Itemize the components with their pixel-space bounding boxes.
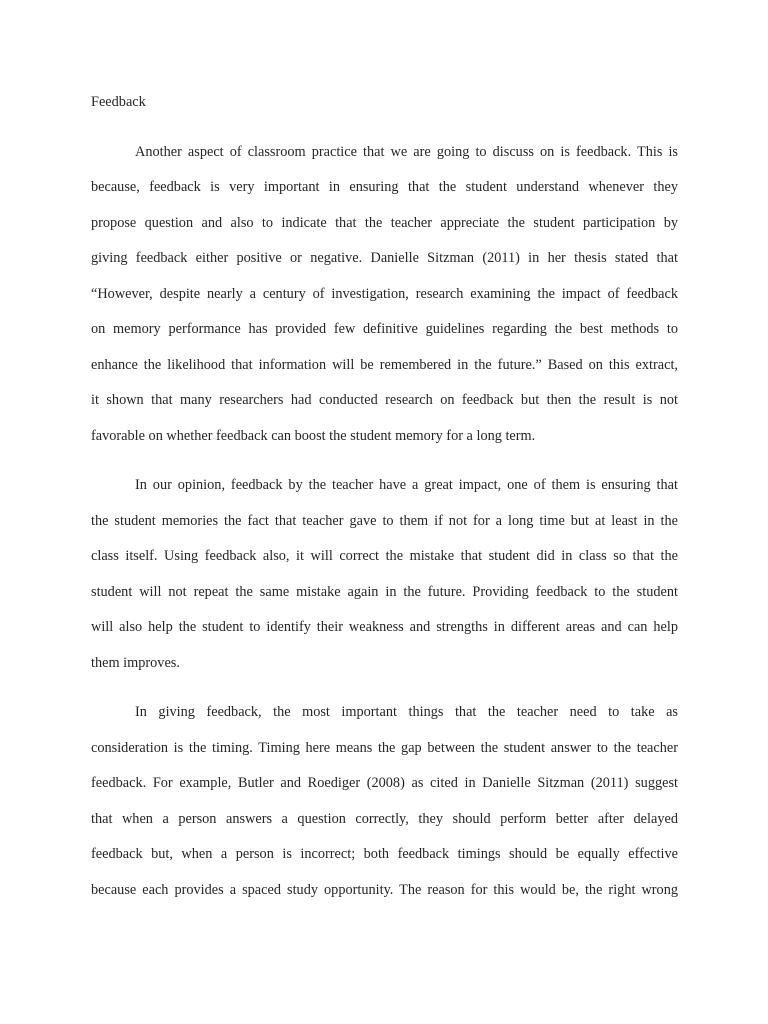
text-line: favorable on whether feedback can boost the student memory for a long term. xyxy=(91,428,536,444)
text-line: consideration is the timing. Timing here means the gap between the student answer to the teacher xyxy=(91,740,678,756)
text-line: on memory performance has provided few definitive guidelines regarding the best methods to xyxy=(91,321,678,337)
text-line: the student memories the fact that teacher gave to them if not for a long time but at least in the xyxy=(91,513,678,529)
text-line: “However, despite nearly a century of investigation, research examining the impact of feedback xyxy=(91,286,678,302)
text-line: feedback. For example, Butler and Roediger (2008) as cited in Danielle Sitzman (2011) suggest xyxy=(91,775,678,791)
text-line: that when a person answers a question correctly, they should perform better after delayed xyxy=(91,811,678,827)
text-line: because each provides a spaced study opportunity. The reason for this would be, the right wrong xyxy=(91,882,678,898)
text-line: Another aspect of classroom practice that we are going to discuss on is feedback. This is xyxy=(135,144,678,160)
text-line: giving feedback either positive or negative. Danielle Sitzman (2011) in her thesis stated that xyxy=(91,250,678,266)
document-title: Feedback xyxy=(91,94,146,110)
text-line: feedback but, when a person is incorrect; both feedback timings should be equally effective xyxy=(91,846,678,862)
text-line: In our opinion, feedback by the teacher have a great impact, one of them is ensuring that xyxy=(135,477,678,493)
text-line: it shown that many researchers had conducted research on feedback but then the result is not xyxy=(91,392,678,408)
text-line: will also help the student to identify their weakness and strengths in different areas and can help xyxy=(91,619,678,635)
text-line: In giving feedback, the most important things that the teacher need to take as xyxy=(135,704,678,720)
text-line: enhance the likelihood that information will be remembered in the future.” Based on this extract, xyxy=(91,357,678,373)
text-line: propose question and also to indicate that the teacher appreciate the student participation by xyxy=(91,215,678,231)
text-line: class itself. Using feedback also, it will correct the mistake that student did in class so that the xyxy=(91,548,678,564)
text-line: student will not repeat the same mistake again in the future. Providing feedback to the student xyxy=(91,584,678,600)
text-line: because, feedback is very important in ensuring that the student understand whenever they xyxy=(91,179,678,195)
text-line: them improves. xyxy=(91,655,180,671)
